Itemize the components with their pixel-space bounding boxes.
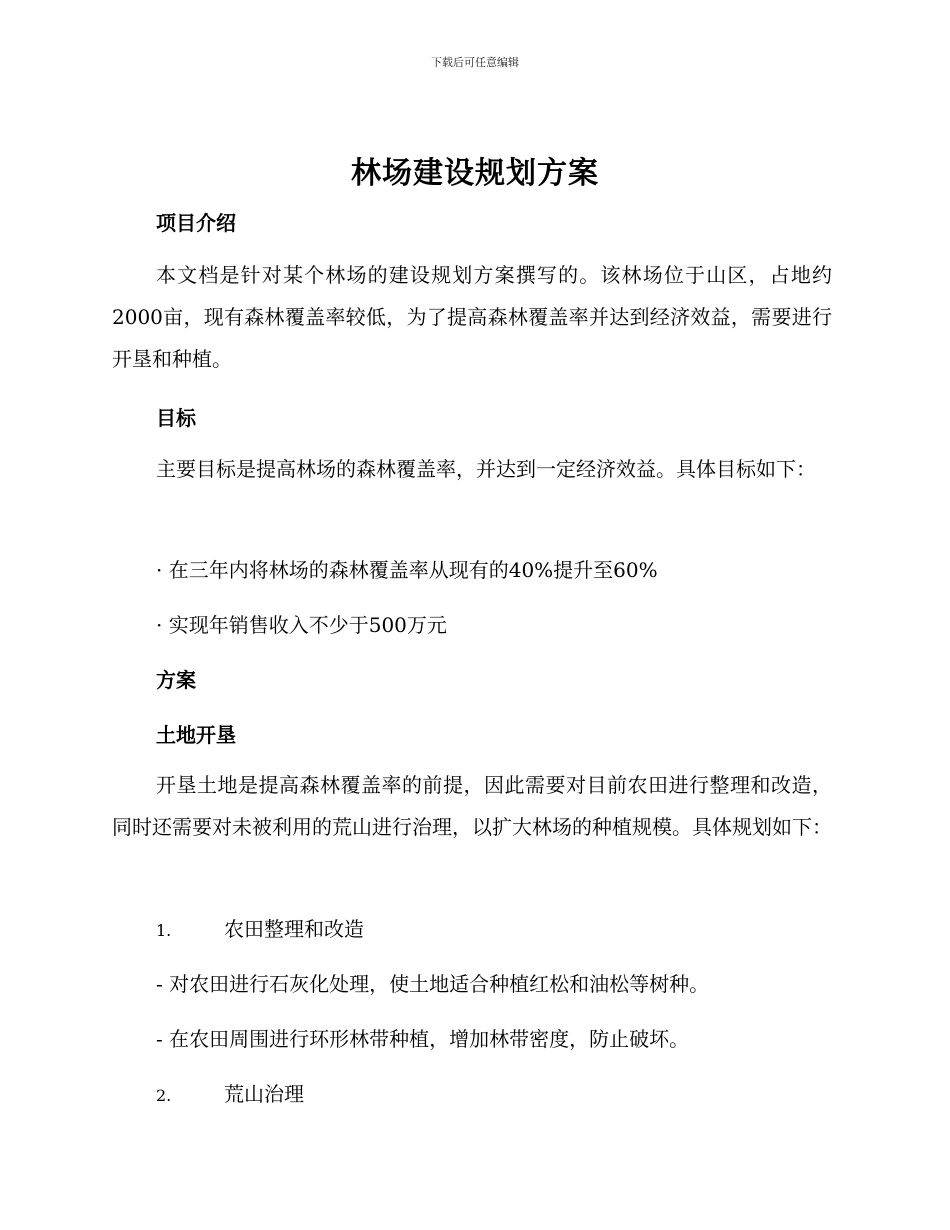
bullet-goal-coverage: · 在三年内将林场的森林覆盖率从现有的40%提升至60% [156,558,658,582]
page-header-note: 下载后可任意编辑 [431,56,519,69]
item-label: 荒山治理 [224,1082,304,1106]
paragraph-land: 开垦土地是提高森林覆盖率的前提，因此需要对目前农田进行整理和改造，同时还需要对未被利用的荒山进行治理，以扩大林场的种植规模。具体规划如下： [112,773,832,839]
paragraph-goal: 主要目标是提高林场的森林覆盖率，并达到一定经济效益。具体目标如下： [156,457,816,481]
sub-item-lime-treatment: - 对农田进行石灰化处理，使土地适合种植红松和油松等树种。 [156,972,710,996]
sub-item-forest-belt: - 在农田周围进行环形林带种植，增加林带密度，防止破坏。 [156,1027,690,1051]
bullet-goal-revenue: · 实现年销售收入不少于500万元 [156,613,447,637]
heading-intro: 项目介绍 [156,211,236,235]
document-title: 林场建设规划方案 [351,156,599,191]
item-label: 农田整理和改造 [224,917,364,941]
heading-plan: 方案 [156,668,196,692]
heading-goal: 目标 [156,406,196,430]
heading-land: 土地开垦 [156,723,236,747]
item-number: 1. [156,921,172,940]
numbered-item-barren-hills [156,1078,304,1107]
paragraph-intro: 本文档是针对某个林场的建设规划方案撰写的。该林场位于山区，占地约2000亩，现有森林覆盖率较低，为了提高森林覆盖率并达到经济效益，需要进行开垦和种植。 [112,263,832,371]
numbered-item-farmland [156,913,364,942]
item-number: 2. [156,1086,172,1105]
